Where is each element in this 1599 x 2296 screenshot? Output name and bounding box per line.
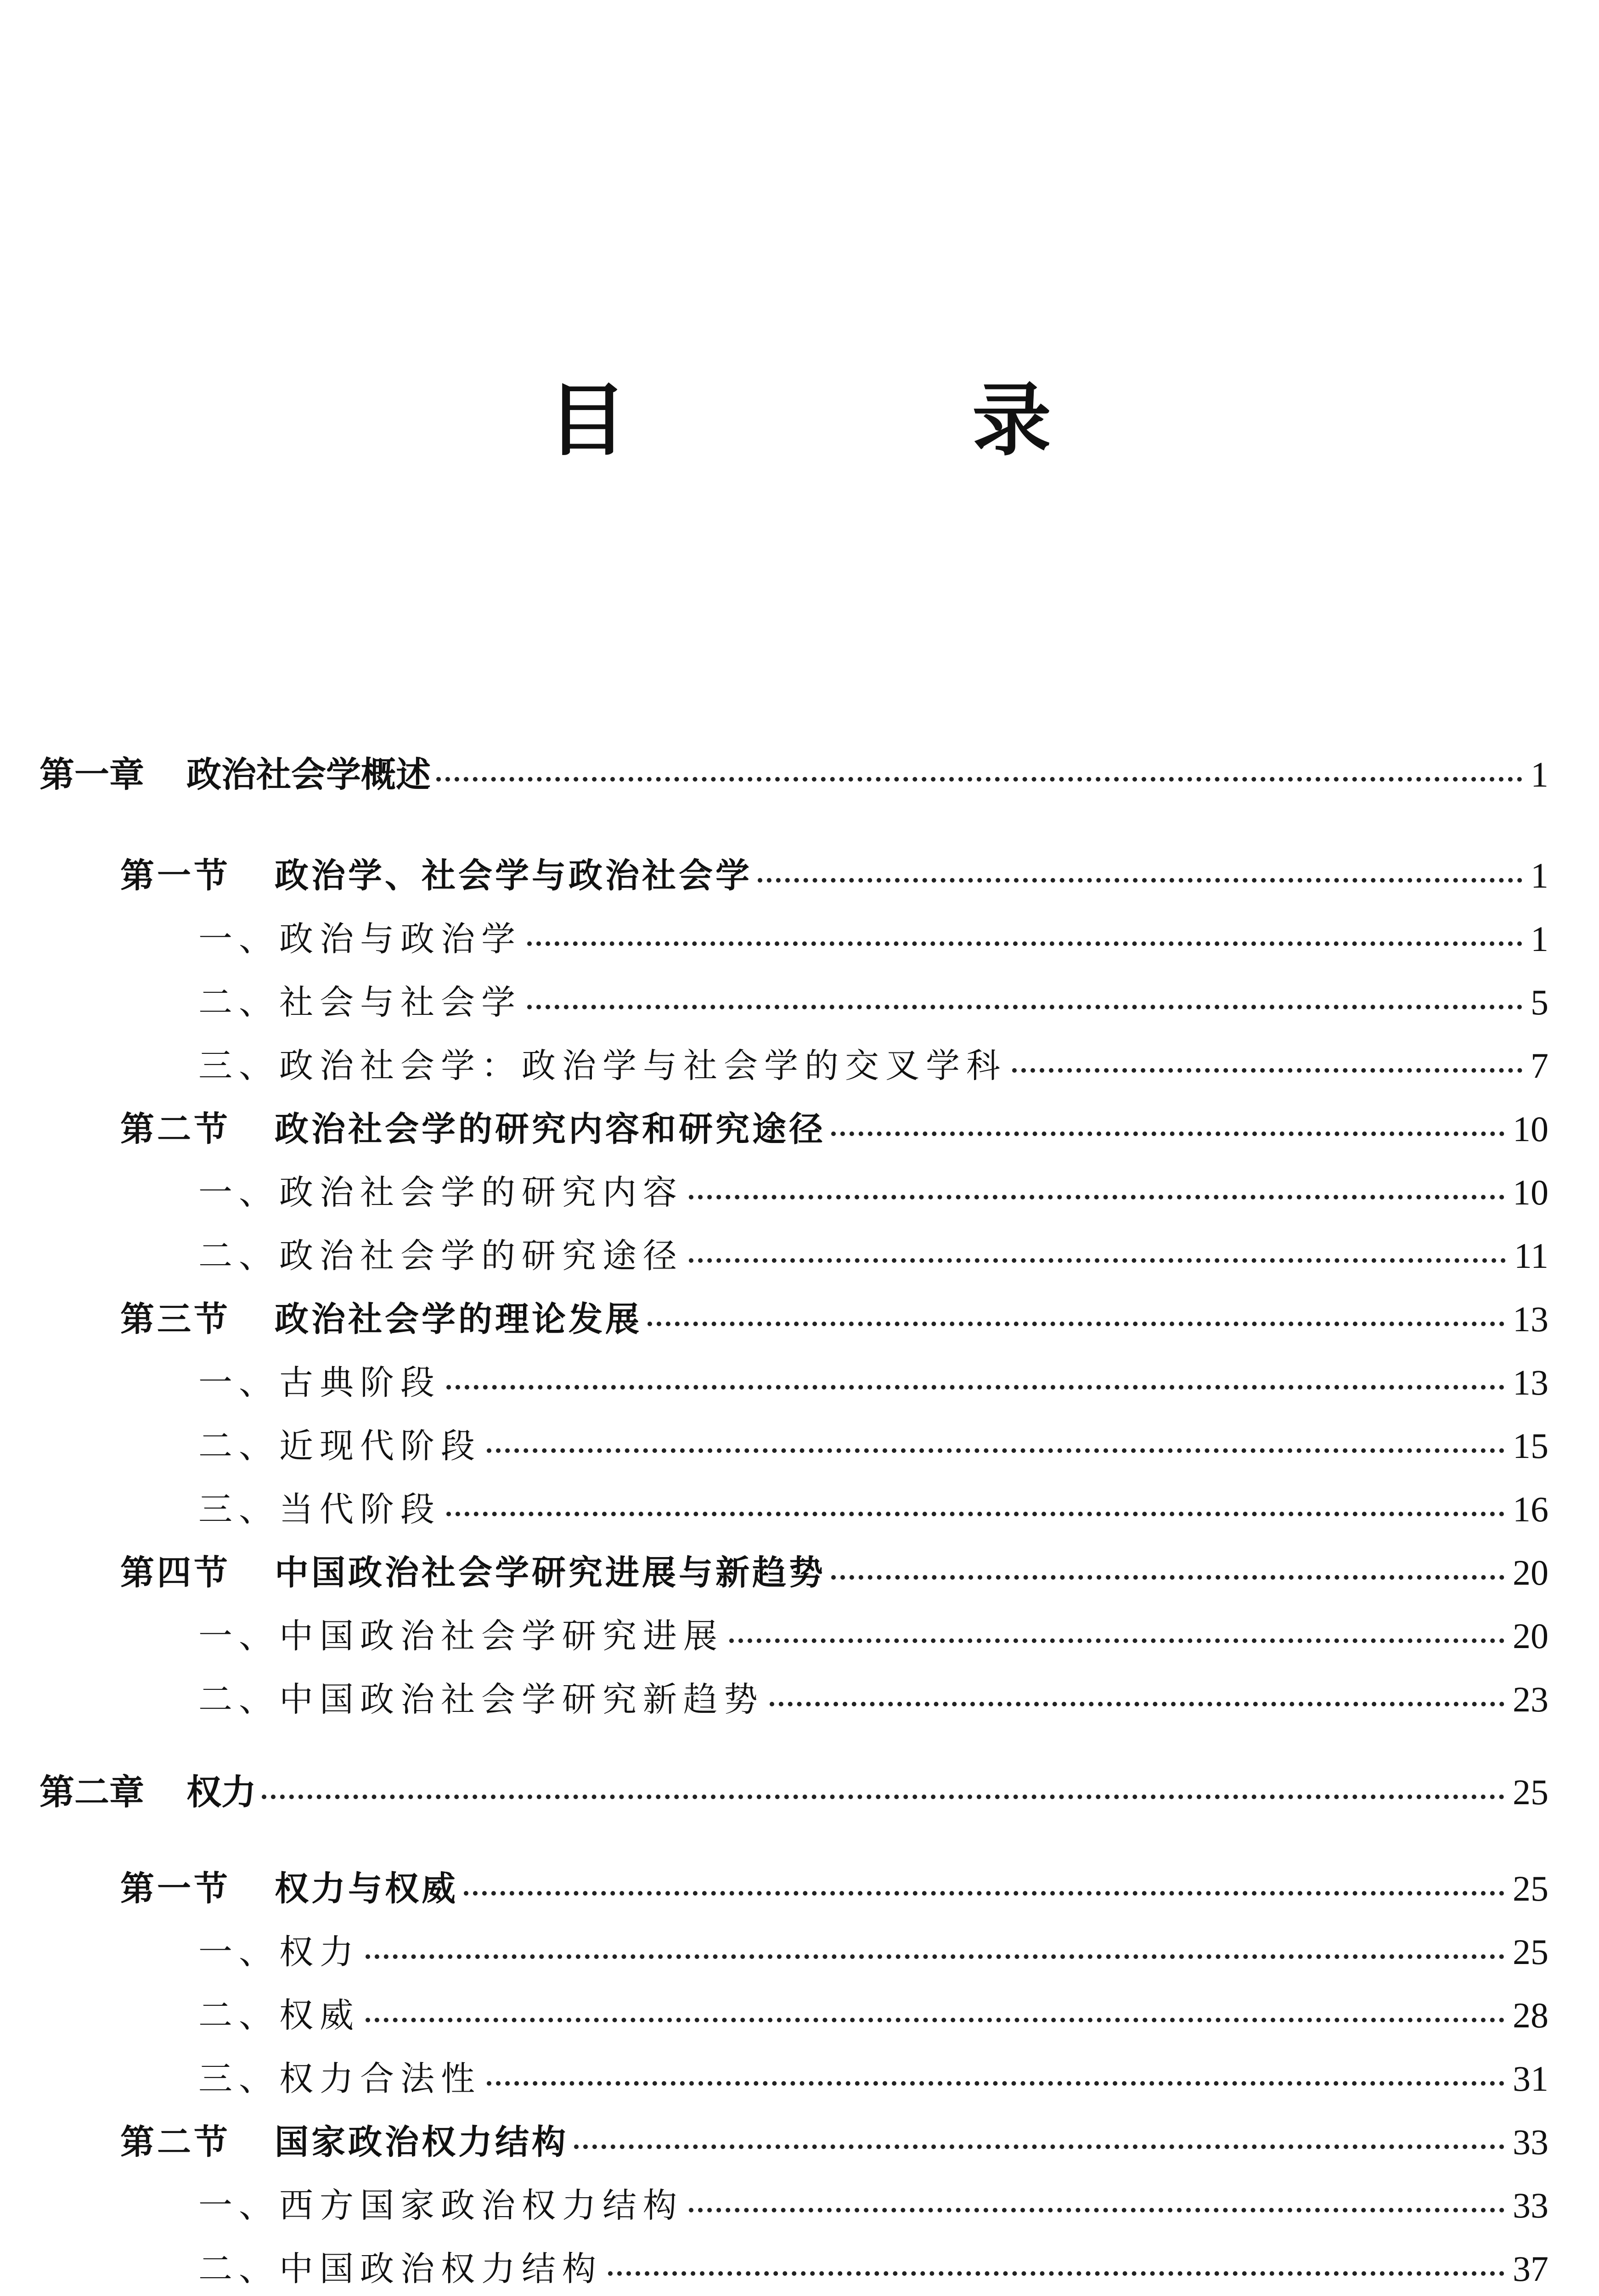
chapter-title: 政治社会学概述 xyxy=(186,754,431,795)
dot-leader xyxy=(831,1575,1504,1580)
page-number: 37 xyxy=(1513,2249,1548,2289)
page-number: 16 xyxy=(1513,1489,1548,1529)
page-number: 1 xyxy=(1531,855,1548,895)
page-number: 20 xyxy=(1513,1553,1548,1593)
item-title: 一、西方国家政治权力结构 xyxy=(198,2186,683,2225)
section-number: 第三节 xyxy=(120,1300,231,1339)
toc-item[interactable] xyxy=(198,2185,1548,2225)
dot-leader xyxy=(366,1954,1504,1959)
toc-item[interactable] xyxy=(198,1618,1548,1654)
page-number: 15 xyxy=(1513,1426,1548,1466)
item-title: 三、政治社会学：政治学与社会学的交叉学科 xyxy=(198,1046,1007,1086)
section-number: 第一节 xyxy=(120,1869,231,1908)
page-number: 11 xyxy=(1514,1236,1548,1276)
page-number: 5 xyxy=(1531,982,1548,1022)
page-number: 25 xyxy=(1513,1932,1548,1972)
page-number: 1 xyxy=(1531,754,1548,794)
toc-chapter[interactable] xyxy=(39,1774,1548,1810)
dot-leader xyxy=(487,1448,1504,1453)
toc-item[interactable] xyxy=(198,2251,1548,2287)
section-title: 权力与权威 xyxy=(275,1869,458,1908)
dot-leader xyxy=(487,2081,1504,2086)
page-number: 10 xyxy=(1513,1109,1548,1149)
item-title: 一、政治社会学的研究内容 xyxy=(198,1173,683,1212)
page-number: 20 xyxy=(1513,1616,1548,1656)
toc-item[interactable] xyxy=(198,1048,1548,1084)
section-number: 第四节 xyxy=(120,1553,231,1593)
chapter-number: 第二章 xyxy=(39,1772,144,1812)
toc-item[interactable] xyxy=(198,982,1548,1022)
dot-leader xyxy=(689,1258,1506,1263)
dot-leader xyxy=(436,777,1522,782)
item-title: 二、权威 xyxy=(198,1996,360,2035)
dot-leader xyxy=(758,878,1522,883)
dot-leader xyxy=(831,1131,1504,1136)
dot-leader xyxy=(262,1795,1504,1799)
section-title: 政治社会学的理论发展 xyxy=(275,1300,642,1339)
dot-leader xyxy=(574,2144,1504,2149)
toc-item[interactable] xyxy=(198,1172,1548,1212)
toc-item[interactable] xyxy=(198,1491,1548,1527)
section-title: 国家政治权力结构 xyxy=(275,2122,569,2162)
page-number: 23 xyxy=(1513,1679,1548,1719)
toc-item[interactable] xyxy=(198,921,1548,957)
dot-leader xyxy=(770,1702,1504,1706)
item-title: 二、社会与社会学 xyxy=(198,983,522,1022)
toc-item[interactable] xyxy=(198,1238,1548,1274)
page-number: 28 xyxy=(1513,1995,1548,2035)
section-number: 第二节 xyxy=(120,2122,231,2162)
dot-leader xyxy=(366,2018,1504,2022)
toc-section[interactable] xyxy=(120,855,1548,895)
toc-section[interactable] xyxy=(120,2124,1548,2160)
page-title: 目 录 xyxy=(548,374,1184,467)
toc-item[interactable] xyxy=(198,1995,1548,2035)
item-title: 一、中国政治社会学研究进展 xyxy=(198,1616,724,1656)
toc-item[interactable] xyxy=(198,1934,1548,1970)
item-title: 一、政治与政治学 xyxy=(198,919,522,959)
dot-leader xyxy=(689,1195,1504,1199)
toc-item[interactable] xyxy=(198,2061,1548,2097)
item-title: 一、权力 xyxy=(198,1932,360,1972)
section-title: 政治社会学的研究内容和研究途径 xyxy=(275,1109,826,1149)
page-number: 13 xyxy=(1513,1362,1548,1402)
dot-leader xyxy=(729,1638,1504,1643)
dot-leader xyxy=(527,1005,1522,1009)
section-number: 第一节 xyxy=(120,856,231,895)
toc-section[interactable] xyxy=(120,1111,1548,1147)
section-title: 政治学、社会学与政治社会学 xyxy=(275,856,752,895)
item-title: 三、当代阶段 xyxy=(198,1490,441,1529)
toc-item[interactable] xyxy=(198,1428,1548,1464)
dot-leader xyxy=(446,1512,1504,1516)
dot-leader xyxy=(647,1322,1504,1326)
dot-leader xyxy=(689,2208,1504,2212)
toc-chapter[interactable] xyxy=(39,754,1548,795)
item-title: 二、政治社会学的研究途径 xyxy=(198,1236,683,1276)
toc-section[interactable] xyxy=(120,1301,1548,1337)
page-number: 1 xyxy=(1531,919,1548,959)
section-number: 第二节 xyxy=(120,1109,231,1149)
item-title: 一、古典阶段 xyxy=(198,1363,441,1402)
page-number: 13 xyxy=(1513,1299,1548,1339)
item-title: 三、权力合法性 xyxy=(198,2059,481,2099)
page-number: 25 xyxy=(1513,1868,1548,1908)
page-number: 33 xyxy=(1513,2185,1548,2225)
toc-item[interactable] xyxy=(198,1362,1548,1402)
page-number: 25 xyxy=(1513,1772,1548,1812)
toc-section[interactable] xyxy=(120,1868,1548,1908)
section-title: 中国政治社会学研究进展与新趋势 xyxy=(275,1553,826,1593)
page-number: 10 xyxy=(1513,1172,1548,1212)
page-number: 7 xyxy=(1531,1046,1548,1086)
item-title: 二、中国政治权力结构 xyxy=(198,2249,602,2289)
item-title: 二、中国政治社会学研究新趋势 xyxy=(198,1680,764,1719)
dot-leader xyxy=(527,941,1522,946)
dot-leader xyxy=(464,1891,1504,1896)
item-title: 二、近现代阶段 xyxy=(198,1426,481,1466)
dot-leader xyxy=(608,2271,1504,2276)
chapter-number: 第一章 xyxy=(39,754,144,795)
chapter-title: 权力 xyxy=(186,1772,256,1812)
toc-section[interactable] xyxy=(120,1555,1548,1591)
toc-item[interactable] xyxy=(198,1679,1548,1719)
dot-leader xyxy=(446,1385,1504,1390)
page-number: 31 xyxy=(1513,2059,1548,2099)
dot-leader xyxy=(1012,1068,1522,1073)
page-number: 33 xyxy=(1513,2122,1548,2162)
